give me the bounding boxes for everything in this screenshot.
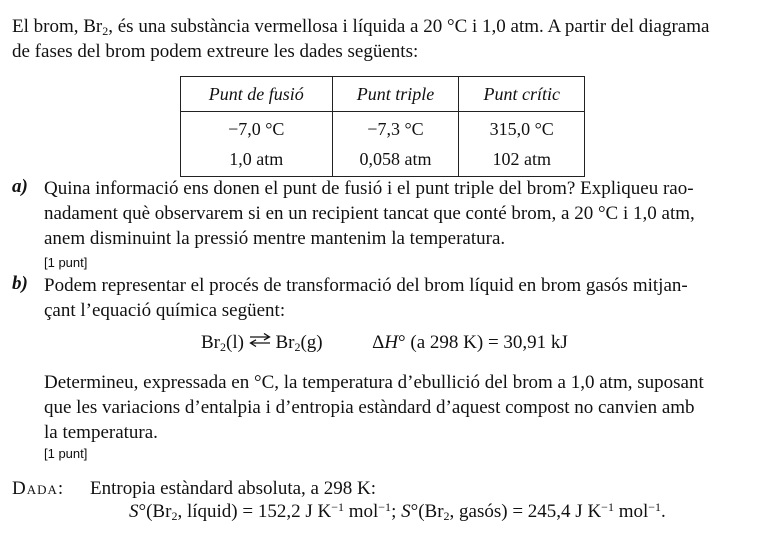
question-a-line-2: nadament què observarem si en un recipient tancat que conté brom, a 20 °C i 1,0 atm,: [44, 203, 695, 224]
table-row-pressure: [181, 142, 585, 177]
entropy-gas-subscript: 2: [443, 509, 450, 523]
entropy-liquid-species: °(Br: [138, 501, 172, 522]
question-a-line-1: Quina informació ens donen el punt de fusió i el punt triple del brom? Expliqueu rao-: [44, 178, 694, 199]
entropy-liquid-value: , líquid) = 152,2 J K: [177, 501, 332, 522]
cell-melting-temperature: −7,0 °C: [181, 112, 333, 143]
entropy-liquid-subscript: 2: [171, 509, 178, 523]
question-b-marker: b): [12, 273, 28, 294]
header-critical-point: Punt crític: [459, 77, 585, 112]
question-b-line-5: la temperatura.: [44, 422, 158, 443]
eq-left-species: Br: [201, 332, 220, 353]
data-label: Dada:: [12, 478, 65, 499]
cell-melting-pressure: 1,0 atm: [181, 142, 333, 177]
question-b-line-4: que les variacions d’entalpia i d’entropia estàndard d’aquest compost no canvien amb: [44, 397, 695, 418]
question-b-text: [44, 273, 755, 323]
entropy-symbol-liquid: S: [129, 501, 139, 522]
eq-enthalpy-symbol: H: [384, 332, 399, 353]
entropy-symbol-gas: S: [401, 501, 411, 522]
intro-text-a: El brom, Br: [12, 16, 103, 37]
data-entropy-values: [129, 501, 666, 523]
entropy-end: .: [661, 501, 666, 522]
header-triple-point: Punt triple: [332, 77, 459, 112]
entropy-gas-exp-mol: −1: [648, 500, 662, 514]
question-b-line-1: Podem representar el procés de transformació del brom líquid en brom gasós mitjan-: [44, 275, 688, 296]
eq-left-state: (l): [226, 332, 244, 353]
question-b-points: [1 punt]: [44, 446, 88, 461]
eq-right-state: (g): [300, 332, 323, 353]
header-melting-point: Punt de fusió: [181, 77, 333, 112]
eq-right-species: Br: [275, 332, 295, 353]
cell-critical-pressure: 102 atm: [459, 142, 585, 177]
entropy-liquid-mol: mol: [343, 501, 379, 522]
entropy-gas-value: , gasós) = 245,4 J K: [449, 501, 602, 522]
eq-delta: Δ: [372, 332, 385, 353]
data-entropy-intro: Entropia estàndard absoluta, a 298 K:: [90, 478, 376, 499]
table-row-temperature: [181, 112, 585, 143]
intro-paragraph: [12, 14, 756, 64]
eq-degree: °: [398, 332, 406, 353]
question-a-points: [1 punt]: [44, 255, 88, 270]
entropy-liquid-exp-k: −1: [331, 500, 344, 514]
eq-left-subscript: 2: [220, 340, 226, 354]
entropy-gas-exp-k: −1: [601, 500, 614, 514]
question-a-line-3: anem disminuint la pressió mentre mantenim la temperatura.: [44, 228, 506, 249]
cell-critical-temperature: 315,0 °C: [459, 112, 585, 143]
vaporization-equation: [201, 332, 568, 354]
intro-subscript: 2: [102, 24, 109, 38]
question-b-line-3: Determineu, expressada en °C, la temperatura d’ebullició del brom a 1,0 atm, suposant: [44, 372, 704, 393]
entropy-gas-species: °(Br: [410, 501, 444, 522]
entropy-liquid-exp-mol: −1: [378, 500, 392, 514]
entropy-separator: ;: [391, 501, 402, 522]
question-a-text: [44, 176, 755, 251]
eq-right-subscript: 2: [294, 340, 301, 354]
cell-triple-pressure: 0,058 atm: [332, 142, 459, 177]
bromine-phase-table: [180, 76, 585, 177]
cell-triple-temperature: −7,3 °C: [332, 112, 459, 143]
entropy-gas-mol: mol: [613, 501, 649, 522]
question-b-line-2: çant l’equació química següent:: [44, 300, 286, 321]
table-header-row: [181, 77, 585, 112]
question-b-text-2: [44, 370, 755, 445]
equilibrium-arrows-icon: [249, 333, 271, 347]
intro-line-1: [12, 14, 756, 39]
eq-enthalpy-value: (a 298 K) = 30,91 kJ: [405, 332, 568, 353]
question-a-marker: a): [12, 176, 28, 197]
intro-line-2: de fases del brom podem extreure les dades següents:: [12, 41, 419, 62]
intro-text-b: , és una substància vermellosa i líquida a 20 °C i 1,0 atm. A partir del diagrama: [108, 16, 710, 37]
